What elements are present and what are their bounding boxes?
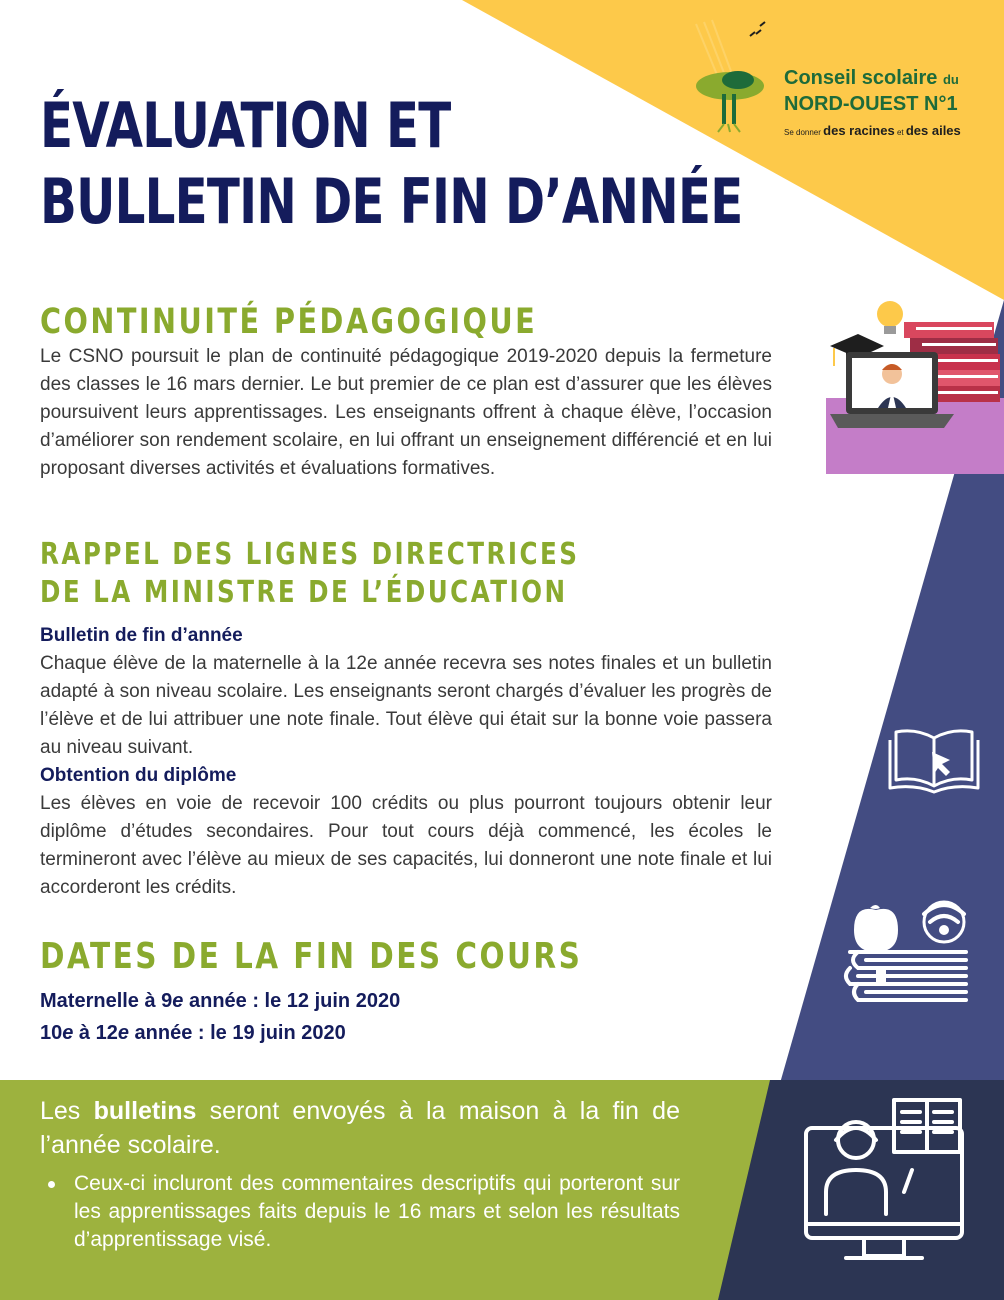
student-computer-books-icon	[800, 1098, 972, 1278]
page-title-line1: ÉVALUATION ET	[40, 89, 451, 162]
logo-name-line2: NORD-OUEST N°1	[784, 93, 958, 115]
text-diplome: Les élèves en voie de recevoir 100 crédits ou plus pourront toujours obtenir leur diplôme d’études secondaires. Pour tout cours déjà commencé, les écoles le termineront avec l’élève au mieux de ses capacités, lui donneront une note finale et lui accorderont les crédits.	[40, 793, 772, 898]
text-bulletin: Chaque élève de la maternelle à la 12e année recevra ses notes finales et un bulletin adapté à son niveau scolaire. Les enseignants seront chargés d’évaluer les progrès de l’élève et de lui attribuer une note finale. Tout élève qui était sur la bonne voie passera au niveau suivant.	[40, 653, 772, 758]
graduation-laptop-illustration	[820, 296, 1004, 452]
bullet-dot-icon	[48, 1181, 55, 1188]
footer-bullet-item: Ceux-ci incluront des commentaires descriptifs qui porteront sur les apprentissages faits depuis le 16 mars et selon les résultats d’apprentissage visé.	[48, 1170, 680, 1254]
section-heading-rappel-line1: RAPPEL DES LIGNES DIRECTRICES	[40, 537, 580, 572]
date-10e-12e: 10e à 12e année : le 19 juin 2020	[40, 1022, 346, 1044]
section-heading-continuite: CONTINUITÉ PÉDAGOGIQUE	[40, 302, 538, 342]
tree-logo-icon	[690, 14, 780, 140]
date-maternelle-9e: Maternelle à 9e année : le 12 juin 2020	[40, 990, 401, 1012]
logo-name-line1: Conseil scolaire du	[784, 67, 959, 89]
apple-books-wifi-icon	[840, 894, 972, 1010]
section-heading-rappel-line2: DE LA MINISTRE DE L’ÉDUCATION	[40, 575, 568, 610]
section-heading-rappel	[40, 536, 579, 612]
page-title-line2: BULLETIN DE FIN D’ANNÉE	[40, 165, 743, 238]
logo-tagline: Se donner des racines et des ailes	[784, 123, 961, 138]
section-heading-dates: DATES DE LA FIN DES COURS	[40, 936, 583, 977]
subheading-diplome: Obtention du diplôme	[40, 765, 237, 786]
section-text-continuite: Le CSNO poursuit le plan de continuité pédagogique 2019-2020 depuis la fermeture des classes le 16 mars dernier. Le but premier de ce plan est d’assurer que les élèves poursuivent leurs apprentissages. Les enseignants offrent à chaque élève, l’occasion d’améliorer son rendement scolaire, en lui offrant un enseignement différencié et en lui proposant diverses activités et évaluations formatives.	[40, 346, 772, 479]
open-book-cursor-icon	[888, 726, 980, 794]
page-title	[40, 88, 743, 240]
footer-lead-text: Les bulletins seront envoyés à la maison à la fin de l’année scolaire.	[40, 1097, 680, 1159]
subheading-bulletin: Bulletin de fin d’année	[40, 625, 243, 646]
